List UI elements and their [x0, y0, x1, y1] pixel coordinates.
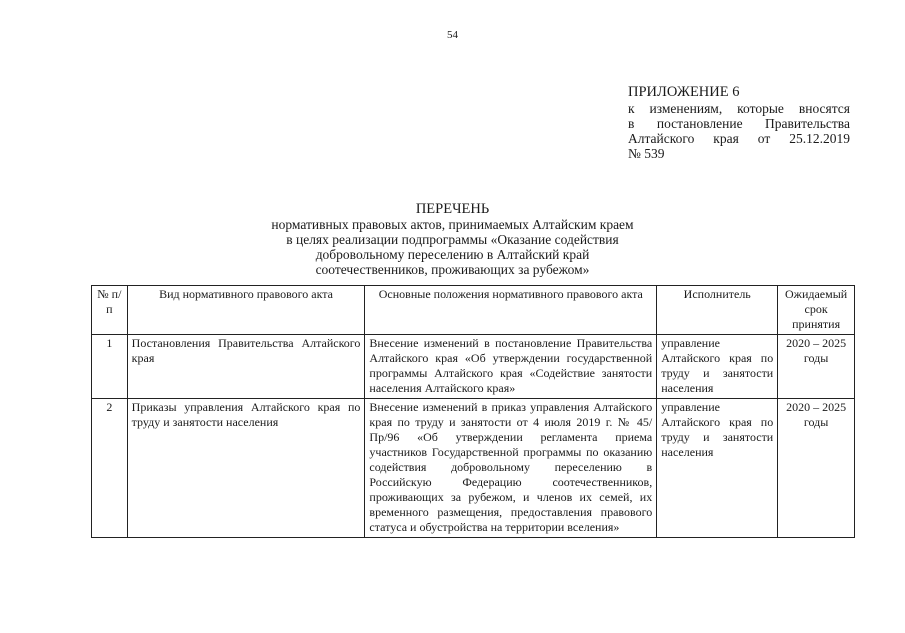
table-row	[92, 399, 855, 538]
acts-table	[91, 285, 855, 538]
heading-line: соотечественников, проживающих за рубежом»	[315, 262, 590, 277]
header-act-type: Вид нормативного правового акта	[127, 286, 365, 335]
heading-line: в целях реализации подпрограммы «Оказание содействия	[286, 232, 619, 247]
header-term: Ожидаемый срок принятия	[778, 286, 855, 335]
heading-title: ПЕРЕЧЕНЬ	[415, 201, 490, 217]
cell-term: 2020 – 2025 годы	[778, 335, 855, 399]
appendix-block	[628, 85, 850, 161]
cell-executor: управление Алтайского края по труду и занятости населения	[657, 399, 778, 538]
appendix-line: в постановление Правительства	[628, 116, 850, 131]
appendix-line: к изменениям, которые вносятся	[628, 101, 850, 116]
table-row	[92, 335, 855, 399]
cell-num: 2	[92, 399, 128, 538]
header-executor: Исполнитель	[657, 286, 778, 335]
heading-line: добровольному переселению в Алтайский край	[315, 247, 590, 262]
header-act-content: Основные положения нормативного правового акта	[365, 286, 657, 335]
appendix-title: ПРИЛОЖЕНИЕ 6	[628, 84, 740, 100]
cell-act-type: Постановления Правительства Алтайского края	[127, 335, 365, 399]
appendix-line: № 539	[628, 146, 665, 161]
cell-term: 2020 – 2025 годы	[778, 399, 855, 538]
cell-act-type: Приказы управления Алтайского края по труду и занятости населения	[127, 399, 365, 538]
table-header-row	[92, 286, 855, 335]
cell-num: 1	[92, 335, 128, 399]
document-heading	[170, 202, 735, 277]
cell-executor: управление Алтайского края по труду и занятости населения	[657, 335, 778, 399]
heading-line: нормативных правовых актов, принимаемых Алтайским краем	[271, 217, 634, 232]
cell-act-content: Внесение изменений в приказ управления Алтайского края по труду и занятости от 4 июля 2019 г. № 45/Пр/96 «Об утверждении регламента приема участников Государственной программы по оказанию содействия добровольному переселению в Российскую Федерацию соотечественников, проживающих за рубежом, и членов их семей, их временного размещения, предоставления правового статуса и обустройства на территории вселения»	[365, 399, 657, 538]
header-num: № п/п	[92, 286, 128, 335]
page-number: 54	[447, 29, 458, 41]
cell-act-content: Внесение изменений в постановление Правительства Алтайского края «Об утверждении государственной программы Алтайского края «Содействие занятости населения Алтайского края»	[365, 335, 657, 399]
appendix-line: Алтайского края от 25.12.2019	[628, 131, 850, 146]
